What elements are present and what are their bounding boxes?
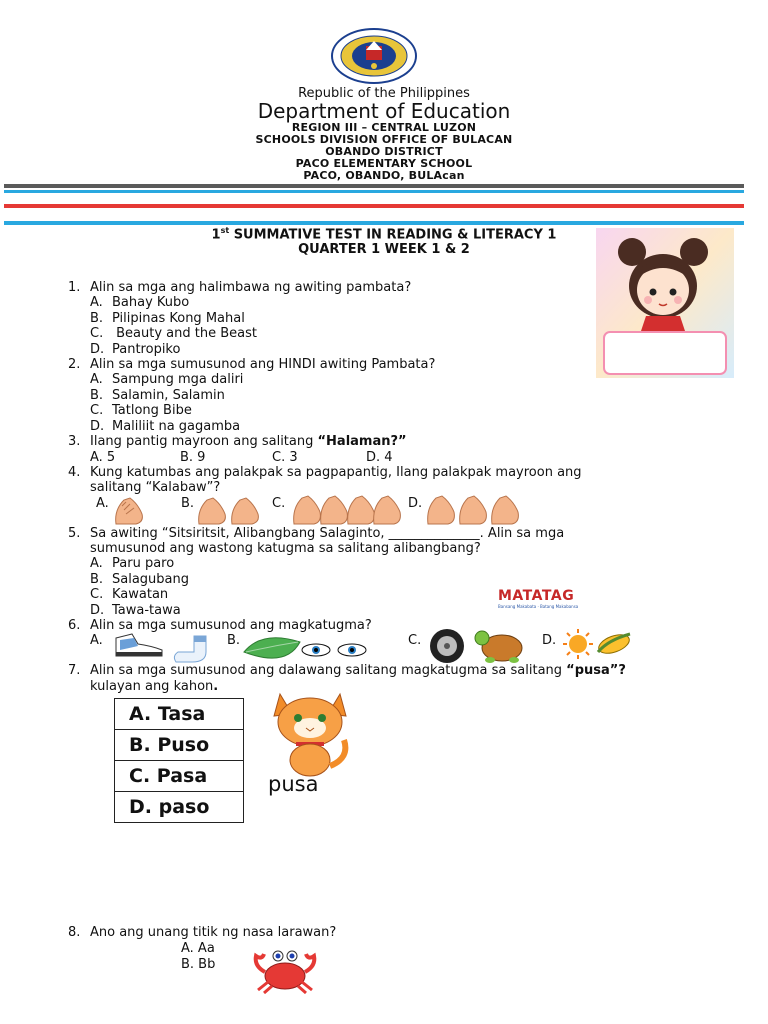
q7-choice-b[interactable]: B. Puso bbox=[115, 730, 244, 761]
girl-cartoon-image bbox=[596, 228, 734, 378]
q3-option-d[interactable]: D. 4 bbox=[366, 450, 393, 465]
q6-option-d-label[interactable]: D. bbox=[542, 633, 557, 648]
question-5: 5. Sa awiting “Sitsiritsit, Alibangbang Salaginto, ______________. Alin sa mga bbox=[68, 526, 565, 541]
cat-icon bbox=[266, 684, 354, 778]
q6-option-b-label[interactable]: B. bbox=[227, 633, 241, 648]
q1-option-a[interactable]: A. Bahay Kubo bbox=[90, 295, 190, 310]
q3-option-c[interactable]: C. 3 bbox=[272, 450, 298, 465]
q8-option-b[interactable]: B. Bb bbox=[181, 957, 216, 972]
q2-option-c[interactable]: C. Tatlong Bibe bbox=[90, 403, 192, 418]
tire-icon bbox=[424, 628, 470, 664]
clap-hands-icon bbox=[424, 494, 524, 526]
eyes-icon bbox=[300, 642, 370, 658]
school-line: PACO ELEMENTARY SCHOOL bbox=[295, 157, 473, 170]
sock-icon bbox=[170, 634, 214, 664]
question-4-line2: salitang “Kalabaw”? bbox=[90, 480, 221, 495]
q3-option-a[interactable]: A. 5 bbox=[90, 450, 116, 465]
answer-choice-table bbox=[114, 698, 244, 823]
q1-option-d[interactable]: D. Pantropiko bbox=[90, 342, 181, 357]
q2-option-d[interactable]: D. Maliliit na gagamba bbox=[90, 419, 241, 434]
test-subtitle: QUARTER 1 WEEK 1 & 2 bbox=[298, 242, 470, 257]
q6-option-a-label[interactable]: A. bbox=[90, 633, 103, 648]
district-line: OBANDO DISTRICT bbox=[325, 145, 443, 158]
q7-choice-d[interactable]: D. paso bbox=[115, 792, 244, 823]
region-line: REGION III – CENTRAL LUZON bbox=[291, 121, 477, 134]
header-rule-red bbox=[4, 204, 744, 208]
shoe-icon bbox=[112, 630, 166, 658]
q4-option-a-label[interactable]: A. bbox=[96, 496, 109, 511]
q4-option-c-label[interactable]: C. bbox=[272, 496, 286, 511]
header-rule-blue-2 bbox=[4, 221, 744, 225]
crab-icon bbox=[250, 946, 320, 994]
q4-option-d-label[interactable]: D. bbox=[408, 496, 423, 511]
question-3: 3. Ilang pantig mayroon ang salitang “Halaman?” bbox=[68, 434, 407, 449]
q2-option-a[interactable]: A. Sampung mga daliri bbox=[90, 372, 244, 387]
q5-option-d[interactable]: D. Tawa-tawa bbox=[90, 603, 181, 618]
q1-option-c[interactable]: C. Beauty and the Beast bbox=[90, 326, 257, 341]
turtle-icon bbox=[472, 626, 530, 664]
address-line: PACO, OBANDO, BULAcan bbox=[303, 169, 465, 182]
question-6: 6. Alin sa mga sumusunod ang magkatugma? bbox=[68, 618, 372, 633]
clap-hands-icon bbox=[112, 496, 148, 526]
leaf-icon bbox=[242, 632, 302, 666]
question-7-line2: kulayan ang kahon. bbox=[90, 679, 219, 694]
question-5-line2: sumusunod ang wastong katugma sa salitang alibangbang? bbox=[90, 541, 481, 556]
republic-heading: Republic of the Philippines bbox=[298, 86, 470, 101]
question-7: 7. Alin sa mga sumusunod ang dalawang salitang magkatugma sa salitang “pusa”? bbox=[68, 663, 626, 678]
question-2: 2. Alin sa mga sumusunod ang HINDI awiting Pambata? bbox=[68, 357, 436, 372]
clap-hands-icon bbox=[195, 496, 265, 526]
q1-option-b[interactable]: B. Pilipinas Kong Mahal bbox=[90, 311, 245, 326]
q2-option-b[interactable]: B. Salamin, Salamin bbox=[90, 388, 225, 403]
question-8: 8. Ano ang unang titik ng nasa larawan? bbox=[68, 925, 337, 940]
deped-seal-logo bbox=[330, 28, 418, 84]
q3-option-b[interactable]: B. 9 bbox=[180, 450, 206, 465]
cat-picture-label: pusa bbox=[268, 772, 319, 796]
sun-icon bbox=[560, 628, 596, 660]
q4-option-b-label[interactable]: B. bbox=[181, 496, 195, 511]
q5-option-a[interactable]: A. Paru paro bbox=[90, 556, 175, 571]
header-rule-blue bbox=[4, 190, 744, 193]
test-title: 1st SUMMATIVE TEST IN READING & LITERACY 1 bbox=[211, 226, 557, 243]
question-1: 1. Alin sa mga ang halimbawa ng awiting pambata? bbox=[68, 280, 412, 295]
corn-icon bbox=[594, 630, 634, 658]
q6-option-c-label[interactable]: C. bbox=[408, 633, 422, 648]
q8-option-a[interactable]: A. Aa bbox=[181, 941, 215, 956]
matatag-logo: MATATAG Bansang Makabata · Batang Makabansa bbox=[498, 588, 579, 609]
division-line: SCHOOLS DIVISION OFFICE OF BULACAN bbox=[255, 133, 513, 146]
q5-option-b[interactable]: B. Salagubang bbox=[90, 572, 189, 587]
q7-choice-a[interactable]: A. Tasa bbox=[115, 699, 244, 730]
header-rule-gray bbox=[4, 184, 744, 188]
q7-choice-c[interactable]: C. Pasa bbox=[115, 761, 244, 792]
department-heading: Department of Education bbox=[257, 99, 511, 123]
q5-option-c[interactable]: C. Kawatan bbox=[90, 587, 169, 602]
clap-hands-icon bbox=[290, 494, 402, 526]
question-4: 4. Kung katumbas ang palakpak sa pagpapantig, Ilang palakpak mayroon ang bbox=[68, 465, 582, 480]
